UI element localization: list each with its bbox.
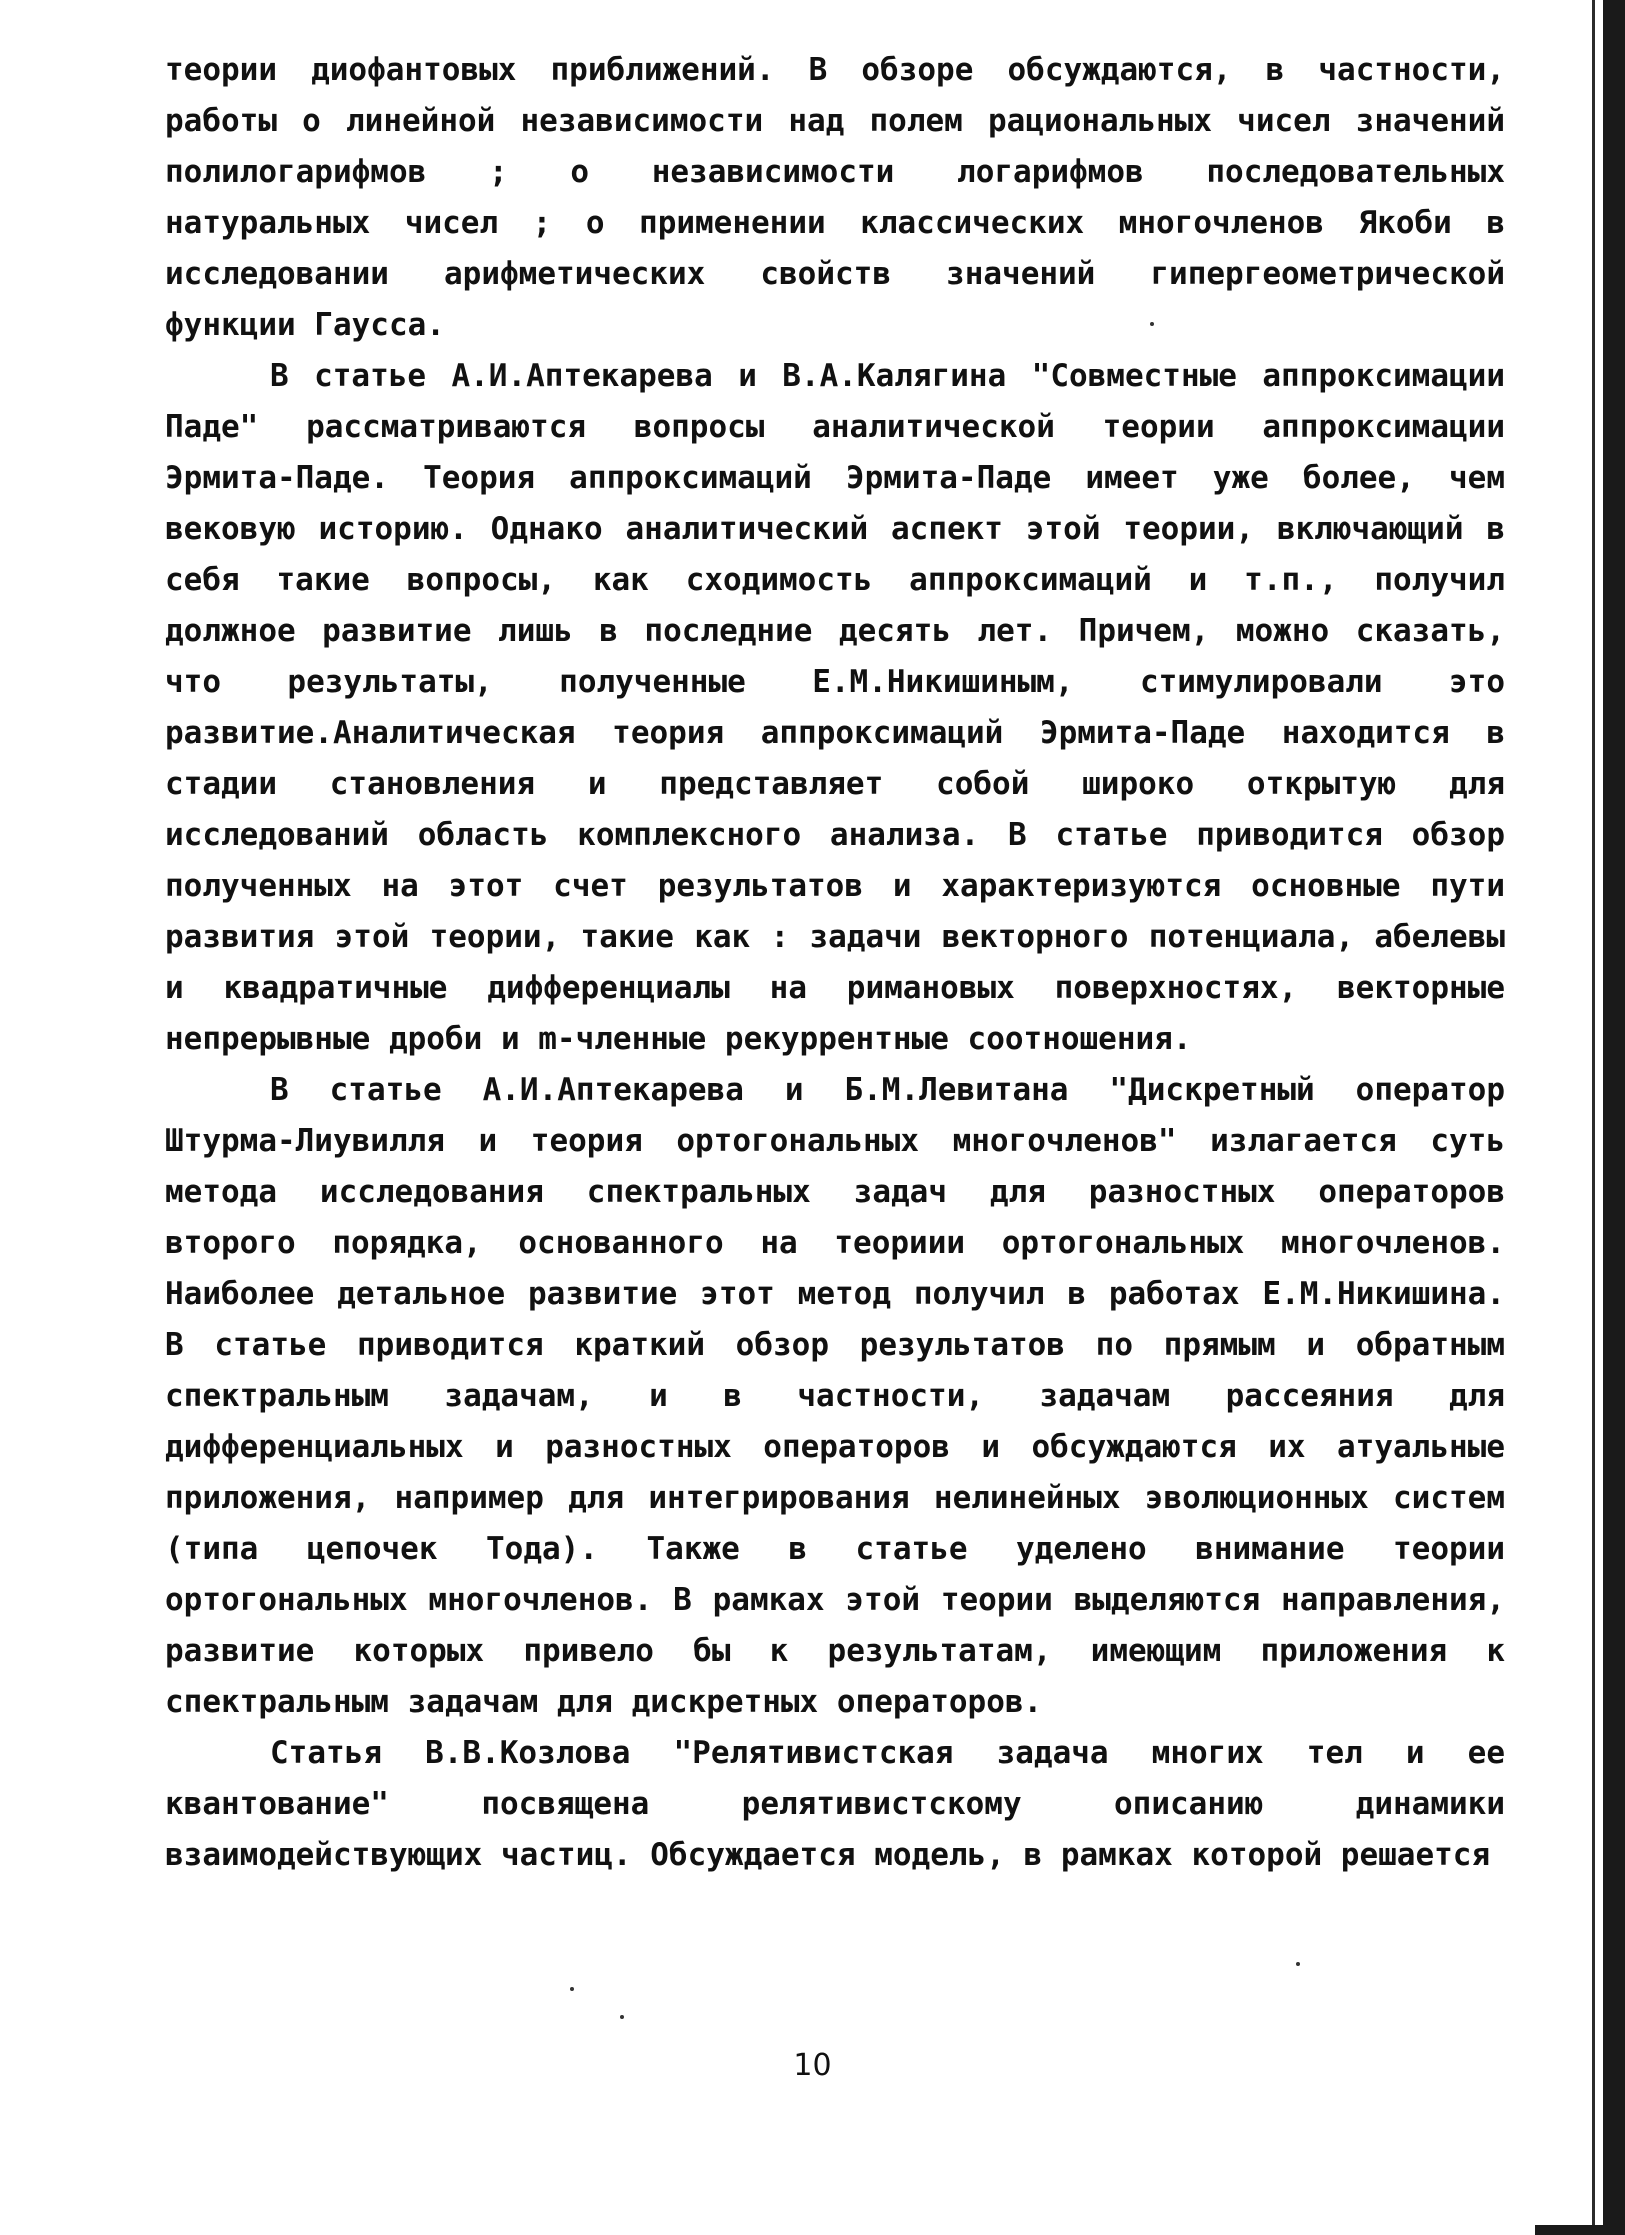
paragraph-pade-approximations: В статье А.И.Аптекарева и В.А.Калягина "Совместные аппроксимации Паде" рассматриваются вопросы аналитической теории аппроксимации Эрмита-Паде. Теория аппроксимаций Эрмита-Паде имеет уже более, чем вековую историю. Однако аналитический аспект этой теории, включающий в себя такие вопросы, как сходимость аппроксимаций и т.п., получил должное развитие лишь в последние десять лет. Причем, можно сказать, что результаты, полученные Е.М.Никишиным, стимулировали это развитие.Аналитическая теория аппроксимаций Эрмита-Паде находится в стадии становления и представляет собой широко открытую для исследований область комплексного анализа. В статье приводится обзор полученных на этот счет результатов и характеризуются основные пути развития этой теории, такие как : задачи векторного потенциала, абелевы и квадратичные дифференциалы на римановых поверхностях, векторные непрерывные дроби и m-членные рекуррентные соотношения. xyxy=(165,358,1505,1057)
scan-speck xyxy=(620,2015,624,2019)
scan-bottom-corner xyxy=(1535,2225,1625,2235)
page-number: 10 xyxy=(793,2048,832,2083)
paragraph-sturm-liouville: В статье А.И.Аптекарева и Б.М.Левитана "Дискретный оператор Штурма-Лиувилля и теория ортогональных многочленов" излагается суть метода исследования спектральных задач для разностных операторов второго порядка, основанного на теориии ортогональных многочленов. Наиболее детальное развитие этот метод получил в работах Е.М.Никишина. В статье приводится краткий обзор результатов по прямым и обратным спектральным задачам, и в частности, задачам рассеяния для дифференциальных и разностных операторов и обсуждаются их атуальные приложения, например для интегрирования нелинейных эволюционных систем (типа цепочек Тода). Также в статье уделено внимание теории ортогональных многочленов. В рамках этой теории выделяются направления, развитие которых привело бы к результатам, имеющим приложения к спектральным задачам для дискретных операторов. xyxy=(165,1072,1505,1720)
paragraph-diophantine: теории диофантовых приближений. В обзоре обсуждаются, в частности, работы о линейной независимости над полем рациональных чисел значений полилогарифмов ; о независимости логарифмов последовательных натуральных чисел ; о применении классических многочленов Якоби в исследовании арифметических свойств значений гипергеометрической функции Гаусса. xyxy=(165,52,1505,343)
paragraph-relativistic-problem: Статья В.В.Козлова "Релятивистская задача многих тел и ее квантование" посвящена релятивистскому описанию динамики взаимодействующих частиц. Обсуждается модель, в рамках которой решается xyxy=(165,1735,1505,1873)
scan-edge-line xyxy=(1592,0,1595,2235)
scan-edge-border xyxy=(1603,0,1625,2235)
scan-speck xyxy=(1150,322,1154,326)
scan-speck xyxy=(1296,1962,1300,1966)
scan-speck xyxy=(570,1987,574,1991)
body-text xyxy=(165,45,1505,1881)
